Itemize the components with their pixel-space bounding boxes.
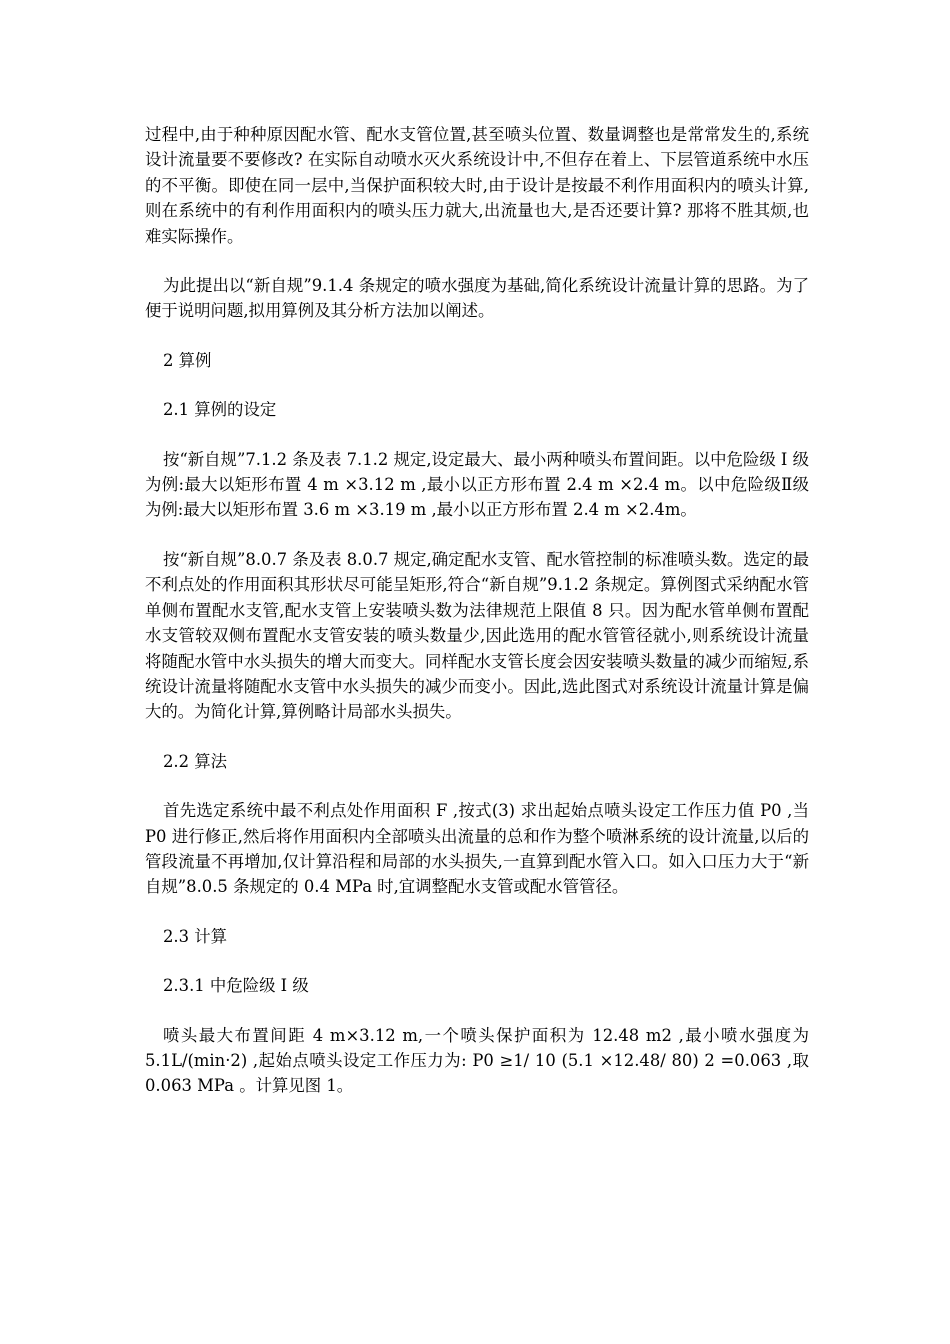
- paragraph-algorithm: 首先选定系统中最不利点处作用面积 F ,按式(3) 求出起始点喷头设定工作压力值 P0 ,当 P0 进行修正,然后将作用面积内全部喷头出流量的总和作为整个喷淋系统的设计流量,以后的管段流量不再增加,仅计算沿程和局部的水头损失,一直算到配水管入口。如入口压力大于“新自规”8.0.5 条规定的 0.4 MPa 时,宜调整配水支管或配水管管径。: [145, 801, 809, 897]
- paragraph-calculation-detail: 喷头最大布置间距 4 m×3.12 m,一个喷头保护面积为 12.48 m2 ,最小喷水强度为 5.1L/(min·2) ,起始点喷头设定工作压力为: P0 ≥1/ 10 (5.1 ×12.48/ 80) 2 =0.063 ,取 0.063 MPa 。计算见图 1。: [145, 1025, 809, 1096]
- paragraph-intro: 过程中,由于种种原因配水管、配水支管位置,甚至喷头位置、数量调整也是常常发生的,系统设计流量要不要修改? 在实际自动喷水灭火系统设计中,不但存在着上、下层管道系统中水压的不平衡。即使在同一层中,当保护面积较大时,由于设计是按最不利作用面积内的喷头计算,则在系统中的有利作用面积内的喷头压力就大,出流量也大,是否还要计算? 那将不胜其烦,也难实际操作。: [145, 125, 809, 246]
- paragraph-proposal: 为此提出以“新自规”9.1.4 条规定的喷水强度为基础,简化系统设计流量计算的思路。为了便于说明问题,拟用算例及其分析方法加以阐述。: [145, 276, 809, 321]
- paragraph-spacing-setup: 按“新自规”7.1.2 条及表 7.1.2 规定,设定最大、最小两种喷头布置间距。以中危险级 I 级为例:最大以矩形布置 4 m ×3.12 m ,最小以正方形布置 2.4 m ×2.4 m。以中危险级Ⅱ级为例:最大以矩形布置 3.6 m ×3.19 m ,最小以正方形布置 2.4 m ×2.4m。: [145, 449, 810, 520]
- subsection-heading-algorithm: 2.2 算法: [163, 751, 228, 771]
- document-page: [145, 122, 809, 1123]
- paragraph-sprinkler-count: 按“新自规”8.0.7 条及表 8.0.7 规定,确定配水支管、配水管控制的标准喷头数。选定的最不利点处的作用面积其形状尽可能呈矩形,符合“新自规”9.1.2 条规定。算例图式采纳配水管单侧布置配水支管,配水支管上安装喷头数为法律规范上限值 8 只。因为配水管单侧布置配水支管较双侧布置配水支管安装的喷头数量少,因此选用的配水管管径就小,则系统设计流量将随配水管中水头损失的增大而变大。同样配水支管长度会因安装喷头数量的减少而缩短,系统设计流量将随配水支管中水头损失的减少而变小。因此,选此图式对系统设计流量计算是偏大的。为简化计算,算例略计局部水头损失。: [145, 549, 809, 722]
- subsection-heading-setup: 2.1 算例的设定: [163, 400, 277, 420]
- subsection-heading-calculation: 2.3 计算: [163, 926, 228, 946]
- section-heading-example: 2 算例: [163, 350, 212, 370]
- subsubsection-heading-hazard-level: 2.3.1 中危险级 I 级: [163, 976, 309, 996]
